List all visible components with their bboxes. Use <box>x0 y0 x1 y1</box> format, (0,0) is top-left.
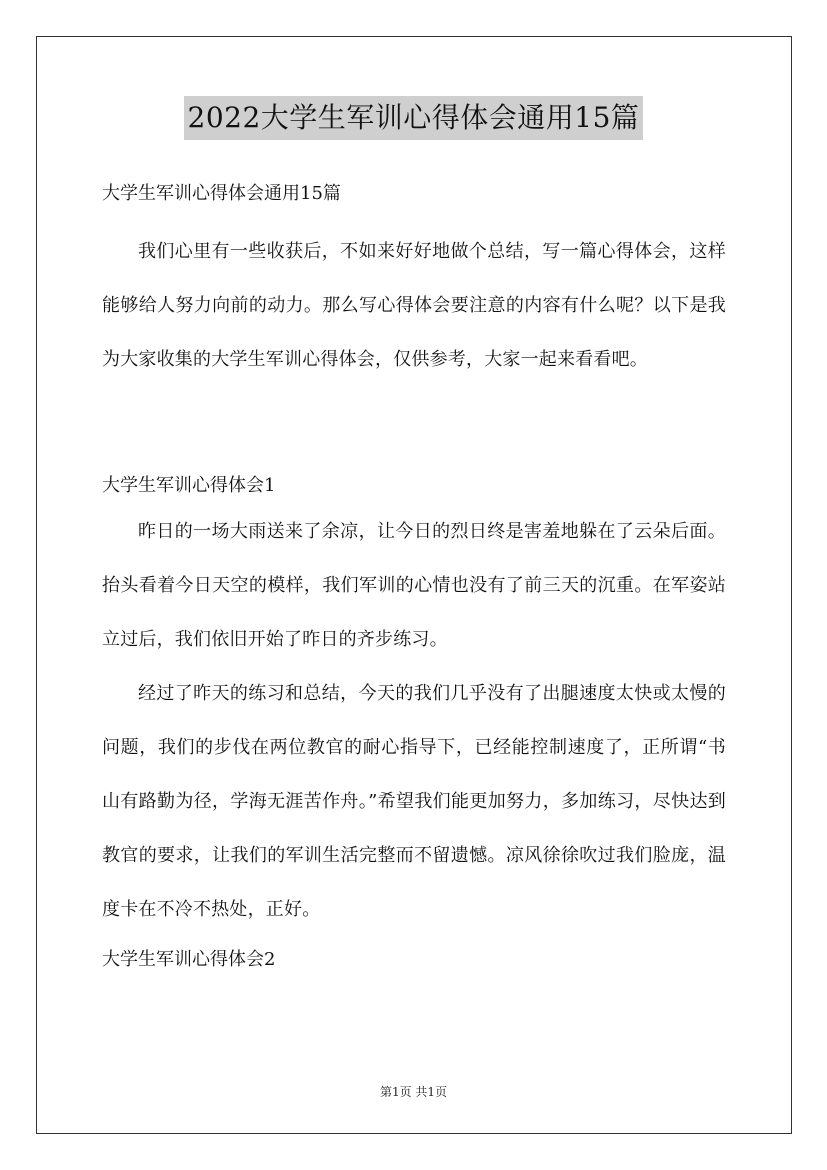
section-heading-2: 大学生军训心得体会2 <box>102 949 276 970</box>
section-1-paragraph-1: 昨日的一场大雨送来了余凉，让今日的烈日终是害羞地躲在了云朵后面。抬头看着今日天空的模样，我们军训的心情也没有了前三天的沉重。在军姿站立过后，我们依旧开始了昨日的齐步练习。 <box>102 521 726 650</box>
section-heading-1: 大学生军训心得体会1 <box>102 475 276 496</box>
section-1-paragraph-2: 经过了昨天的练习和总结，今天的我们几乎没有了出腿速度太快或太慢的问题，我们的步伐在两位教官的耐心指导下，已经能控制速度了，正所谓“书山有路勤为径，学海无涯苦作舟。”希望我们能更加努力，多加练习，尽快达到教官的要求，让我们的军训生活完整而不留遗憾。凉风徐徐吹过我们脸庞，温度卡在不冷不热处，正好。 <box>102 683 726 920</box>
document-subtitle: 大学生军训心得体会通用15篇 <box>102 183 341 204</box>
page-footer <box>0 1083 827 1100</box>
page-number: 第1页 共1页 <box>379 1085 448 1099</box>
document-title: 2022大学生军训心得体会通用15篇 <box>184 96 644 140</box>
intro-paragraph: 我们心里有一些收获后，不如来好好地做个总结，写一篇心得体会，这样能够给人努力向前的动力。那么写心得体会要注意的内容有什么呢？以下是我为大家收集的大学生军训心得体会，仅供参考，大家一起来看看吧。 <box>102 241 726 370</box>
title-area <box>0 96 827 140</box>
section-spacer <box>102 387 726 467</box>
document-body <box>102 175 726 979</box>
